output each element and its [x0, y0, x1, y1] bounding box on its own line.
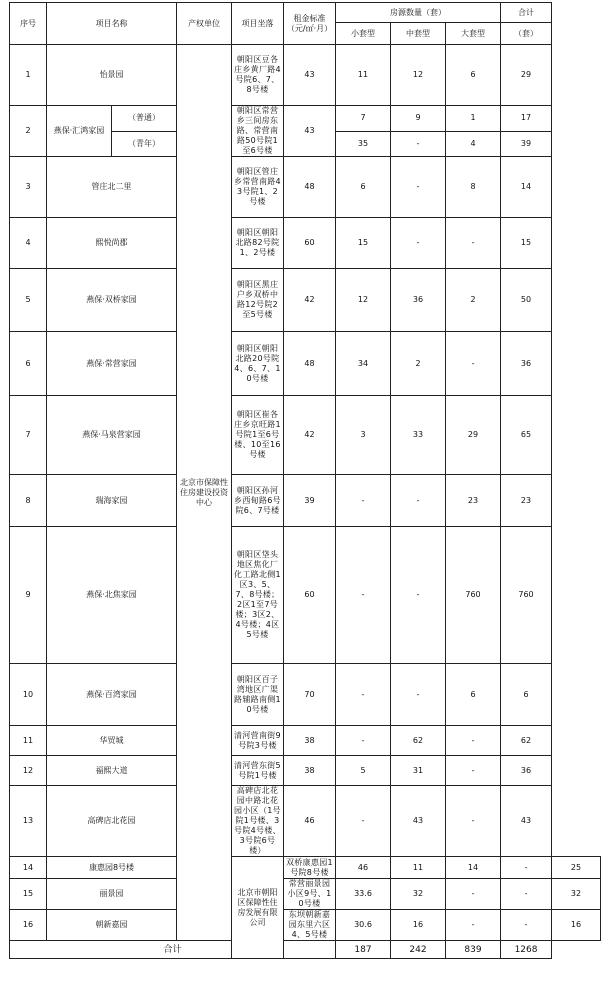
- table-row: [10, 45, 601, 106]
- row-total-cell: 15: [501, 218, 552, 269]
- header-owner: 产权单位: [177, 3, 232, 45]
- address-cell: 朝阳区常营乡三间房东路、常营南路50号院1至6号楼: [232, 106, 284, 157]
- table-row: [10, 332, 601, 396]
- table-row: [10, 664, 601, 726]
- row-total-cell: 32: [552, 879, 601, 910]
- project-name-cell: 燕保·北焦家园: [47, 527, 177, 664]
- seq-cell: 13: [10, 786, 47, 857]
- table-row: [10, 396, 601, 475]
- rent-cell: 38: [284, 756, 336, 786]
- rent-cell: 39: [284, 475, 336, 527]
- small-count-cell: -: [336, 786, 391, 857]
- table-row: [10, 475, 601, 527]
- address-cell: 双桥康惠园1号院8号楼: [284, 857, 336, 879]
- row-total-cell: 29: [501, 45, 552, 106]
- table-row: [10, 106, 601, 132]
- rent-cell: 38: [284, 726, 336, 756]
- medium-count-cell: -: [391, 157, 446, 218]
- rent-cell: 30.6: [336, 910, 391, 941]
- large-count-cell: -: [446, 218, 501, 269]
- medium-count-cell: -: [446, 879, 501, 910]
- address-cell: 常营丽景园小区9号、10号楼: [284, 879, 336, 910]
- large-count-cell: 1: [446, 106, 501, 132]
- rent-cell: 43: [284, 106, 336, 157]
- header-rent: 租金标准（元/㎡·月）: [284, 3, 336, 45]
- large-count-cell: -: [446, 332, 501, 396]
- project-name-cell: 燕保·常营家园: [47, 332, 177, 396]
- header-large: 大套型: [446, 23, 501, 45]
- small-count-cell: -: [336, 527, 391, 664]
- large-count-cell: 6: [446, 45, 501, 106]
- table-row: [10, 726, 601, 756]
- small-count-cell: 11: [391, 857, 446, 879]
- header-seq: 序号: [10, 3, 47, 45]
- large-count-cell: 29: [446, 396, 501, 475]
- large-count-cell: -: [501, 857, 552, 879]
- small-count-cell: 7: [336, 106, 391, 132]
- project-name-cell: 熙悦尚郡: [47, 218, 177, 269]
- table-row: [10, 218, 601, 269]
- row-total-cell: 36: [501, 332, 552, 396]
- row-total-cell: 39: [501, 131, 552, 157]
- total-large: 839: [446, 941, 501, 959]
- row-total-cell: 760: [501, 527, 552, 664]
- seq-cell: 7: [10, 396, 47, 475]
- row-total-cell: 50: [501, 269, 552, 332]
- rent-cell: 60: [284, 527, 336, 664]
- large-count-cell: -: [501, 879, 552, 910]
- medium-count-cell: 62: [391, 726, 446, 756]
- small-count-cell: 35: [336, 131, 391, 157]
- header-total-unit: （套）: [501, 23, 552, 45]
- rent-cell: 33.6: [336, 879, 391, 910]
- table-row: [10, 910, 601, 941]
- rent-cell: 70: [284, 664, 336, 726]
- medium-count-cell: 9: [391, 106, 446, 132]
- small-count-cell: 11: [336, 45, 391, 106]
- address-cell: 高碑店北花园中路北花园小区（1号院1号楼、3号院4号楼、3号院6号楼）: [232, 786, 284, 857]
- project-name-cell: 丽景园: [47, 879, 177, 910]
- address-cell: 清河营东街5号院1号楼: [232, 756, 284, 786]
- seq-cell: 10: [10, 664, 47, 726]
- header-rooms: 房源数量（套）: [336, 3, 501, 23]
- seq-cell: 8: [10, 475, 47, 527]
- small-count-cell: 16: [391, 910, 446, 941]
- small-count-cell: -: [336, 664, 391, 726]
- medium-count-cell: 31: [391, 756, 446, 786]
- medium-count-cell: -: [391, 664, 446, 726]
- seq-cell: 9: [10, 527, 47, 664]
- row-total-cell: 36: [501, 756, 552, 786]
- address-cell: 朝阳区孙河乡西甸路6号院6、7号楼: [232, 475, 284, 527]
- table-row: [10, 527, 601, 664]
- large-count-cell: -: [446, 786, 501, 857]
- address-cell: 朝阳区崔各庄乡京旺路1号院1至6号楼、10至16号楼: [232, 396, 284, 475]
- seq-cell: 1: [10, 45, 47, 106]
- project-name-cell: 高碑店北花园: [47, 786, 177, 857]
- rent-cell: 60: [284, 218, 336, 269]
- medium-count-cell: 33: [391, 396, 446, 475]
- address-cell: 朝阳区管庄乡常营南路43号院1、2号楼: [232, 157, 284, 218]
- medium-count-cell: -: [391, 218, 446, 269]
- medium-count-cell: 43: [391, 786, 446, 857]
- seq-cell: 6: [10, 332, 47, 396]
- row-total-cell: 65: [501, 396, 552, 475]
- header-addr: 项目坐落: [232, 3, 284, 45]
- small-count-cell: 12: [336, 269, 391, 332]
- project-name-cell: 燕保·马泉营家园: [47, 396, 177, 475]
- project-name-cell: 瑞海家园: [47, 475, 177, 527]
- row-total-cell: 23: [501, 475, 552, 527]
- owner-cell: 北京市朝阳区保障性住房发展有限公司: [232, 857, 284, 959]
- project-name-cell: 燕保·双桥家园: [47, 269, 177, 332]
- project-name-cell: 燕保·百湾家园: [47, 664, 177, 726]
- seq-cell: 15: [10, 879, 47, 910]
- seq-cell: 3: [10, 157, 47, 218]
- large-count-cell: -: [446, 726, 501, 756]
- table-row: [10, 756, 601, 786]
- small-count-cell: 32: [391, 879, 446, 910]
- address-cell: 朝阳区黑庄户乡双桥中路12号院2至5号楼: [232, 269, 284, 332]
- total-small: 187: [336, 941, 391, 959]
- row-total-cell: 62: [501, 726, 552, 756]
- total-label: 合计: [10, 941, 336, 959]
- rent-cell: 42: [284, 269, 336, 332]
- seq-cell: 11: [10, 726, 47, 756]
- large-count-cell: -: [501, 910, 552, 941]
- small-count-cell: 15: [336, 218, 391, 269]
- header-name: 项目名称: [47, 3, 177, 45]
- large-count-cell: 4: [446, 131, 501, 157]
- seq-cell: 14: [10, 857, 47, 879]
- row-total-cell: 17: [501, 106, 552, 132]
- project-name-cell: 怡景园: [47, 45, 177, 106]
- medium-count-cell: 36: [391, 269, 446, 332]
- seq-cell: 2: [10, 106, 47, 157]
- medium-count-cell: -: [391, 527, 446, 664]
- table-row: [10, 786, 601, 857]
- large-count-cell: 2: [446, 269, 501, 332]
- address-cell: 朝阳区朝阳北路82号院1、2号楼: [232, 218, 284, 269]
- header-medium: 中套型: [391, 23, 446, 45]
- address-cell: 朝阳区百子湾地区广渠路辅路南侧10号楼: [232, 664, 284, 726]
- large-count-cell: 23: [446, 475, 501, 527]
- row-total-cell: 16: [552, 910, 601, 941]
- large-count-cell: 6: [446, 664, 501, 726]
- row-total-cell: 14: [501, 157, 552, 218]
- address-cell: 朝阳区朝阳北路20号院4、6、7、10号楼: [232, 332, 284, 396]
- project-subtype-cell: （青年）: [112, 131, 177, 157]
- seq-cell: 4: [10, 218, 47, 269]
- table-row: [10, 879, 601, 910]
- address-cell: 朝阳区豆各庄乡黄厂路4号院6、7、8号楼: [232, 45, 284, 106]
- small-count-cell: 34: [336, 332, 391, 396]
- project-name-cell: 管庄北二里: [47, 157, 177, 218]
- project-subtype-cell: （普通）: [112, 106, 177, 132]
- table-row: [10, 269, 601, 332]
- rent-cell: 46: [284, 786, 336, 857]
- large-count-cell: 8: [446, 157, 501, 218]
- medium-count-cell: -: [391, 131, 446, 157]
- project-name-cell: 朝新嘉园: [47, 910, 177, 941]
- rent-cell: 46: [336, 857, 391, 879]
- total-medium: 242: [391, 941, 446, 959]
- medium-count-cell: 12: [391, 45, 446, 106]
- small-count-cell: -: [336, 475, 391, 527]
- small-count-cell: 5: [336, 756, 391, 786]
- row-total-cell: 6: [501, 664, 552, 726]
- header-small: 小套型: [336, 23, 391, 45]
- housing-table: [9, 2, 601, 959]
- project-name-cell: 福熙大道: [47, 756, 177, 786]
- project-name-cell: 华贸城: [47, 726, 177, 756]
- small-count-cell: -: [336, 726, 391, 756]
- header-row-1: [10, 3, 601, 23]
- seq-cell: 16: [10, 910, 47, 941]
- table-row: [10, 157, 601, 218]
- rent-cell: 48: [284, 332, 336, 396]
- seq-cell: 5: [10, 269, 47, 332]
- grand-total: 1268: [501, 941, 552, 959]
- row-total-cell: 25: [552, 857, 601, 879]
- medium-count-cell: -: [391, 475, 446, 527]
- rent-cell: 48: [284, 157, 336, 218]
- address-cell: 朝阳区垡头地区焦化厂化工路北侧1区3、5、7、8号楼；2区1至7号楼；3区2、4号楼；4区5号楼: [232, 527, 284, 664]
- small-count-cell: 6: [336, 157, 391, 218]
- project-name-cell: 康惠园8号楼: [47, 857, 177, 879]
- address-cell: 清河营南街9号院3号楼: [232, 726, 284, 756]
- seq-cell: 12: [10, 756, 47, 786]
- row-total-cell: 43: [501, 786, 552, 857]
- medium-count-cell: -: [446, 910, 501, 941]
- medium-count-cell: 14: [446, 857, 501, 879]
- large-count-cell: -: [446, 756, 501, 786]
- medium-count-cell: 2: [391, 332, 446, 396]
- address-cell: 东坝朝新嘉园东里六区4、5号楼: [284, 910, 336, 941]
- small-count-cell: 3: [336, 396, 391, 475]
- owner-cell: 北京市保障性住房建设投资中心: [177, 45, 232, 941]
- header-total: 合计: [501, 3, 552, 23]
- large-count-cell: 760: [446, 527, 501, 664]
- table-row: [10, 857, 601, 879]
- project-name-cell: 燕保·汇鸿家园: [47, 106, 112, 157]
- rent-cell: 42: [284, 396, 336, 475]
- total-row: [10, 941, 601, 959]
- rent-cell: 43: [284, 45, 336, 106]
